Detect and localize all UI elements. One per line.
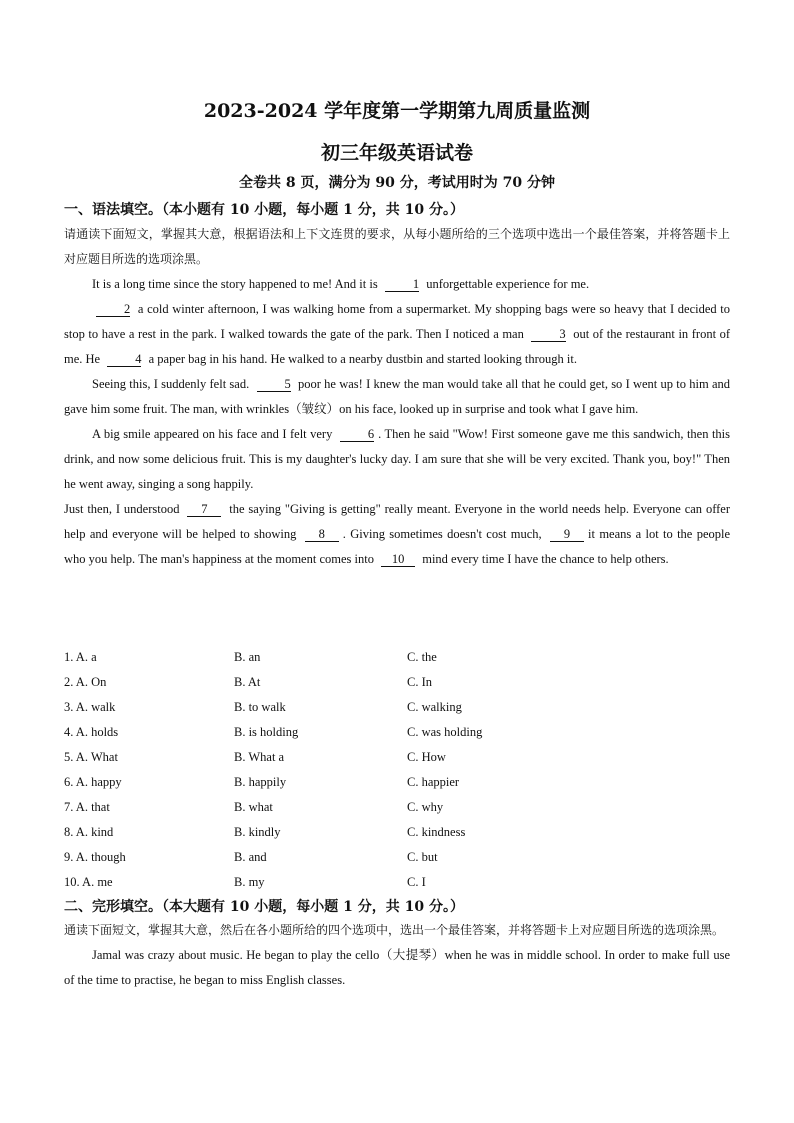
blank-5: 5 — [257, 377, 291, 392]
blank-2: 2 — [96, 302, 130, 317]
paragraph-1: It is a long time since the story happened to me! And it is 1 unforgettable experience for me. — [92, 277, 590, 291]
section1-heading: 一、语法填空。（本小题有 10 小题，每小题 1 分，共 10 分。） — [64, 202, 464, 218]
exam-info: 全卷共 8 页，满分为 90 分，考试用时为 70 分钟 — [239, 175, 555, 191]
option-row: 4. A. holds B. is holding C. was holding — [64, 725, 483, 739]
options-list — [64, 645, 730, 895]
blank-7: 7 — [187, 502, 221, 517]
option-row: 1. A. a B. an C. the — [64, 650, 437, 664]
option-row: 7. A. that B. what C. why — [64, 800, 444, 814]
section2-instruction: 通读下面短文，掌握其大意，然后在各小题所给的四个选项中，选出一个最佳答案，并将答题卡上对应题目所选的选项涂黑。 — [64, 923, 725, 937]
option-row: 2. A. On B. At C. In — [64, 675, 432, 689]
section1-passage — [64, 222, 730, 572]
page-title: 2023-2024 学年度第一学期第九周质量监测 — [203, 100, 591, 122]
option-row: 5. A. What B. What a C. How — [64, 750, 446, 764]
option-row: 9. A. though B. and C. but — [64, 850, 438, 864]
option-row: 3. A. walk B. to walk C. walking — [64, 700, 462, 714]
blank-1: 1 — [385, 277, 419, 292]
blank-10: 10 — [381, 552, 415, 567]
section1-instruction: 请通读下面短文，掌握其大意，根据语法和上下文连贯的要求，从每小题所给的三个选项中选出一个最佳答案，并将答题卡上对应题目所选的选项涂黑。 — [64, 227, 730, 266]
page-subtitle: 初三年级英语试卷 — [320, 142, 473, 164]
blank-6: 6 — [340, 427, 374, 442]
paragraph-2: 2 a cold winter afternoon, I was walking home from a supermarket. My shopping bags were so heavy that I decided to stop to have a rest in the park. I walked towards the gate of the park. Then I noticed a man 3 out of the restaurant in front of me. He 4 a paper bag in his hand. He walked to a nearby dustbin and started looking through it. — [64, 302, 731, 366]
blank-9: 9 — [550, 527, 584, 542]
paragraph-3: Seeing this, I suddenly felt sad. 5 poor he was! I knew the man would take all that he could get, so I went up to him and gave him some fruit. The man, with wrinkles（皱纹）on his face, looked up in surprise and took what I gave him. — [64, 377, 731, 416]
section2-heading: 二、完形填空。（本大题有 10 小题，每小题 1 分，共 10 分。） — [64, 899, 464, 915]
section2-paragraph-1: Jamal was crazy about music. He began to play the cello（大提琴）when he was in middle school. In order to make full use of the time to practise, he began to miss English classes. — [64, 948, 730, 987]
paragraph-4: A big smile appeared on his face and I felt very 6 . Then he said "Wow! First someone gave me this sandwich, then this drink, and now some delicious fruit. This is my daughter's lucky day. I am sure that she will be very excited. Thank you, boy!" Then he went away, singing a song happily. — [64, 427, 731, 491]
option-row: 10. A. me B. my C. I — [64, 875, 426, 889]
blank-4: 4 — [107, 352, 141, 367]
paragraph-5: Just then, I understood 7 the saying "Giving is getting" really meant. Everyone in the world needs help. Everyone can offer help and everyone will be helped to showing 8 . Giving sometimes doesn't cost much, 9 it means a lot to the people who you help. The man's happiness at the moment comes into 10 mind every time I have the chance to help others. — [64, 502, 731, 566]
section2-passage — [64, 918, 730, 993]
blank-3: 3 — [531, 327, 565, 342]
option-row: 8. A. kind B. kindly C. kindness — [64, 825, 466, 839]
option-row: 6. A. happy B. happily C. happier — [64, 775, 460, 789]
blank-8: 8 — [305, 527, 339, 542]
